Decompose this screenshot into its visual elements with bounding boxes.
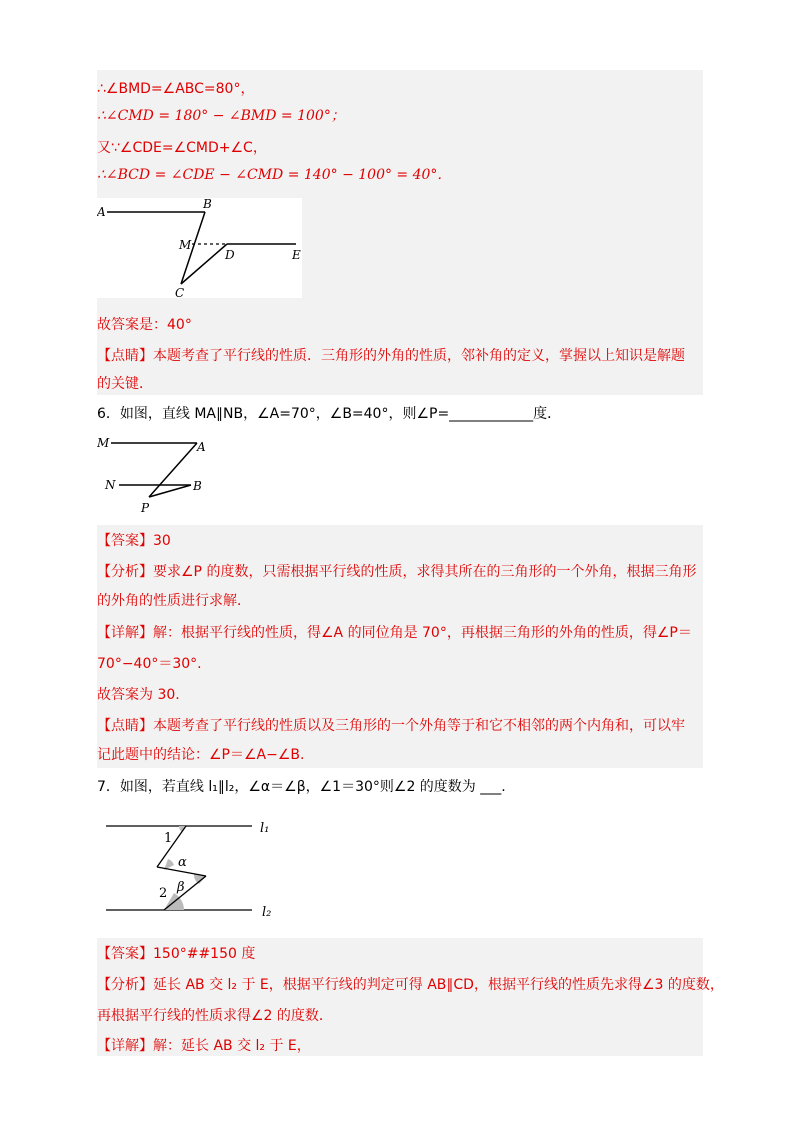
q7-label-alpha: α: [178, 855, 187, 870]
detail-tag: 【详解】: [97, 1038, 153, 1054]
comment-text: 本题考查了平行线的性质．三角形的外角的性质，邻补角的定义，掌握以上知识是解题: [153, 348, 685, 364]
q7-analysis-1: [97, 976, 724, 994]
q6-label-n: N: [105, 478, 116, 492]
q5-comment-1: [97, 347, 685, 365]
q6-conclusion: 故答案为 30.: [97, 687, 180, 703]
q5-step-4: ∴∠BCD = ∠CDE − ∠CMD = 140° − 100° = 40°．: [97, 167, 452, 183]
q5-label-e: E: [292, 248, 301, 262]
q7-label-beta: β: [177, 880, 185, 895]
q6-detail-1: [97, 624, 692, 642]
analysis-text: 要求∠P 的度数，只需根据平行线的性质，求得其所在的三角形的一个外角，根据三角形: [153, 564, 697, 580]
q7-label-2: 2: [159, 886, 168, 901]
detail-text: 解：根据平行线的性质，得∠A 的同位角是 70°，再根据三角形的外角的性质，得∠P＝: [153, 625, 692, 641]
q6-detail-2: 70°−40°＝30°.: [97, 656, 202, 672]
q5-answer: 故答案是：40°: [97, 317, 192, 333]
comment-tag: 【点睛】: [97, 348, 153, 364]
q5-step-2: ∴∠CMD = 180° − ∠BMD = 100°；: [97, 108, 345, 124]
q5-label-m: M: [179, 238, 192, 252]
q6-comment-1: [97, 717, 685, 735]
answer-text: 30: [153, 533, 171, 549]
q7-label-l1: l₁: [260, 821, 270, 836]
q7-question: 7．如图，若直线 l₁∥l₂，∠α＝∠β，∠1＝30°则∠2 的度数为 ___.: [97, 779, 506, 795]
q7-label-l2: l₂: [262, 905, 272, 920]
q7-segment-3: [164, 876, 206, 910]
q5-step-1: ∴∠BMD=∠ABC=80°，: [97, 81, 255, 97]
q7-detail-1: [97, 1037, 311, 1055]
analysis-tag: 【分析】: [97, 977, 153, 993]
q7-figure: [104, 810, 284, 920]
analysis-text: 延长 AB 交 l₂ 于 E，根据平行线的判定可得 AB∥CD，根据平行线的性质先求得∠3 的度数，: [153, 977, 724, 993]
q6-label-a: A: [197, 440, 206, 454]
q6-analysis-2: 的外角的性质进行求解．: [97, 593, 251, 609]
q6-comment-2: 记此题中的结论：∠P＝∠A−∠B.: [97, 747, 305, 763]
q5-figure: [97, 198, 302, 298]
comment-text: 本题考查了平行线的性质以及三角形的一个外角等于和它不相邻的两个内角和，可以牢: [153, 718, 685, 734]
q6-question: 6．如图，直线 MA∥NB，∠A=70°，∠B=40°，则∠P=____________度．: [97, 406, 562, 422]
q7-answer: [97, 945, 255, 963]
q7-analysis-2: 再根据平行线的性质求得∠2 的度数．: [97, 1008, 333, 1024]
q5-comment-2: 的关键．: [97, 376, 153, 392]
q5-step-3: 又∵∠CDE=∠CMD+∠C，: [97, 140, 267, 156]
q6-analysis-1: [97, 563, 696, 581]
q6-figure: [97, 433, 217, 515]
analysis-tag: 【分析】: [97, 564, 153, 580]
answer-tag: 【答案】: [97, 533, 153, 549]
detail-text: 解：延长 AB 交 l₂ 于 E，: [153, 1038, 311, 1054]
q7-label-1: 1: [164, 831, 173, 846]
q5-label-d: D: [225, 248, 235, 262]
detail-tag: 【详解】: [97, 625, 153, 641]
q6-label-b: B: [193, 479, 202, 493]
comment-tag: 【点睛】: [97, 718, 153, 734]
answer-tag: 【答案】: [97, 946, 153, 962]
q5-label-a: A: [97, 205, 106, 219]
q6-line-ap: [149, 443, 197, 497]
q5-label-b: B: [203, 198, 212, 211]
q5-label-c: C: [175, 286, 185, 298]
answer-text: 150°##150 度: [153, 946, 256, 962]
q6-label-m: M: [97, 436, 110, 450]
q6-label-p: P: [141, 501, 150, 515]
q6-answer: [97, 532, 171, 550]
